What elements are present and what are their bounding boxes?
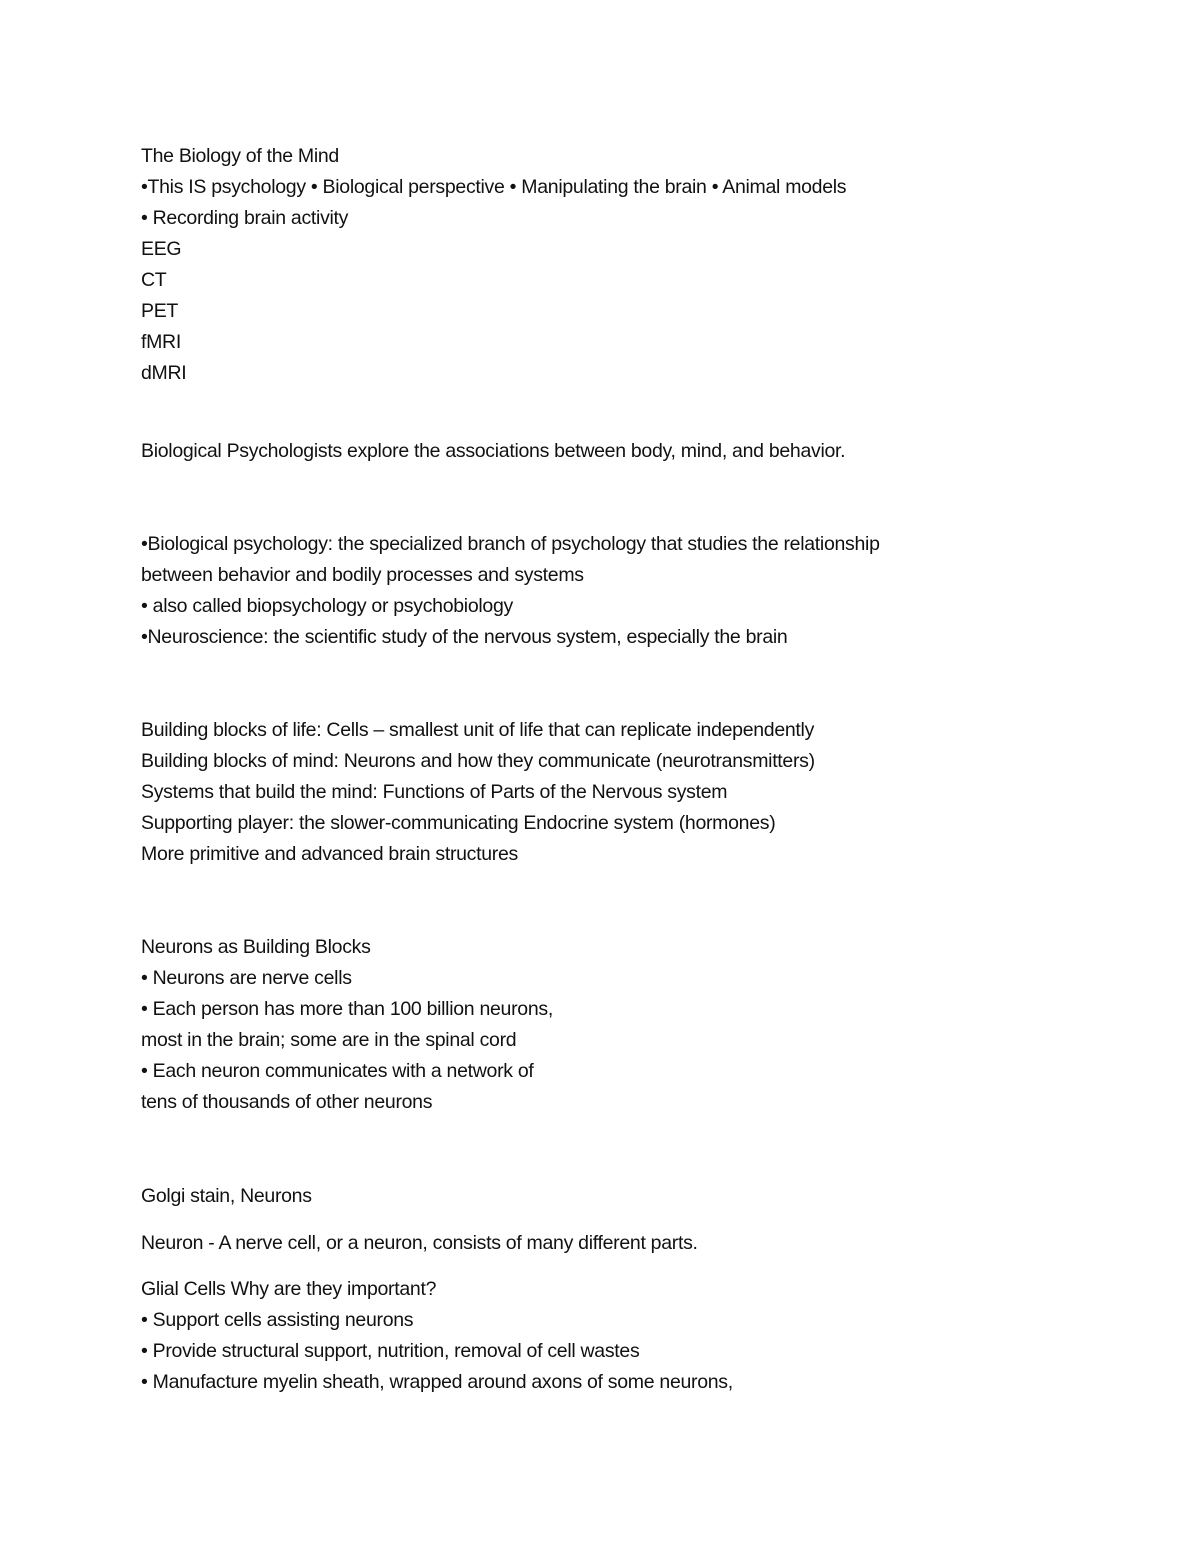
text-line: • Neurons are nerve cells xyxy=(141,967,352,989)
text-line: fMRI xyxy=(141,331,181,353)
text-line: •Neuroscience: the scientific study of the nervous system, especially the brain xyxy=(141,626,788,648)
text-line: •Biological psychology: the specialized branch of psychology that studies the relationship xyxy=(141,533,880,555)
text-line: Biological Psychologists explore the associations between body, mind, and behavior. xyxy=(141,440,846,462)
text-line: • also called biopsychology or psychobiology xyxy=(141,595,513,617)
section-heading: Golgi stain, Neurons xyxy=(141,1185,312,1207)
text-line: dMRI xyxy=(141,362,187,384)
text-line: • Provide structural support, nutrition, removal of cell wastes xyxy=(141,1340,640,1362)
text-line: most in the brain; some are in the spinal cord xyxy=(141,1029,517,1051)
text-line: • Recording brain activity xyxy=(141,207,349,229)
document-title: The Biology of the Mind xyxy=(141,145,339,167)
text-line: EEG xyxy=(141,238,182,260)
text-line: More primitive and advanced brain structures xyxy=(141,843,518,865)
text-line: Supporting player: the slower-communicating Endocrine system (hormones) xyxy=(141,812,776,834)
text-line: PET xyxy=(141,300,179,322)
text-line: CT xyxy=(141,269,167,291)
text-line: Building blocks of mind: Neurons and how they communicate (neurotransmitters) xyxy=(141,750,815,772)
text-line: Building blocks of life: Cells – smallest unit of life that can replicate independently xyxy=(141,719,815,741)
text-line: • Each neuron communicates with a network of xyxy=(141,1060,534,1082)
text-line: • Manufacture myelin sheath, wrapped around axons of some neurons, xyxy=(141,1371,733,1393)
text-line: Systems that build the mind: Functions of Parts of the Nervous system xyxy=(141,781,728,803)
text-line: tens of thousands of other neurons xyxy=(141,1091,433,1113)
section-heading: Glial Cells Why are they important? xyxy=(141,1278,437,1300)
text-line: Neuron - A nerve cell, or a neuron, consists of many different parts. xyxy=(141,1232,698,1254)
text-line: • Each person has more than 100 billion neurons, xyxy=(141,998,553,1020)
section-heading: Neurons as Building Blocks xyxy=(141,936,371,958)
text-line: between behavior and bodily processes and systems xyxy=(141,564,584,586)
text-line: •This IS psychology • Biological perspective • Manipulating the brain • Animal models xyxy=(141,176,847,198)
text-line: • Support cells assisting neurons xyxy=(141,1309,414,1331)
